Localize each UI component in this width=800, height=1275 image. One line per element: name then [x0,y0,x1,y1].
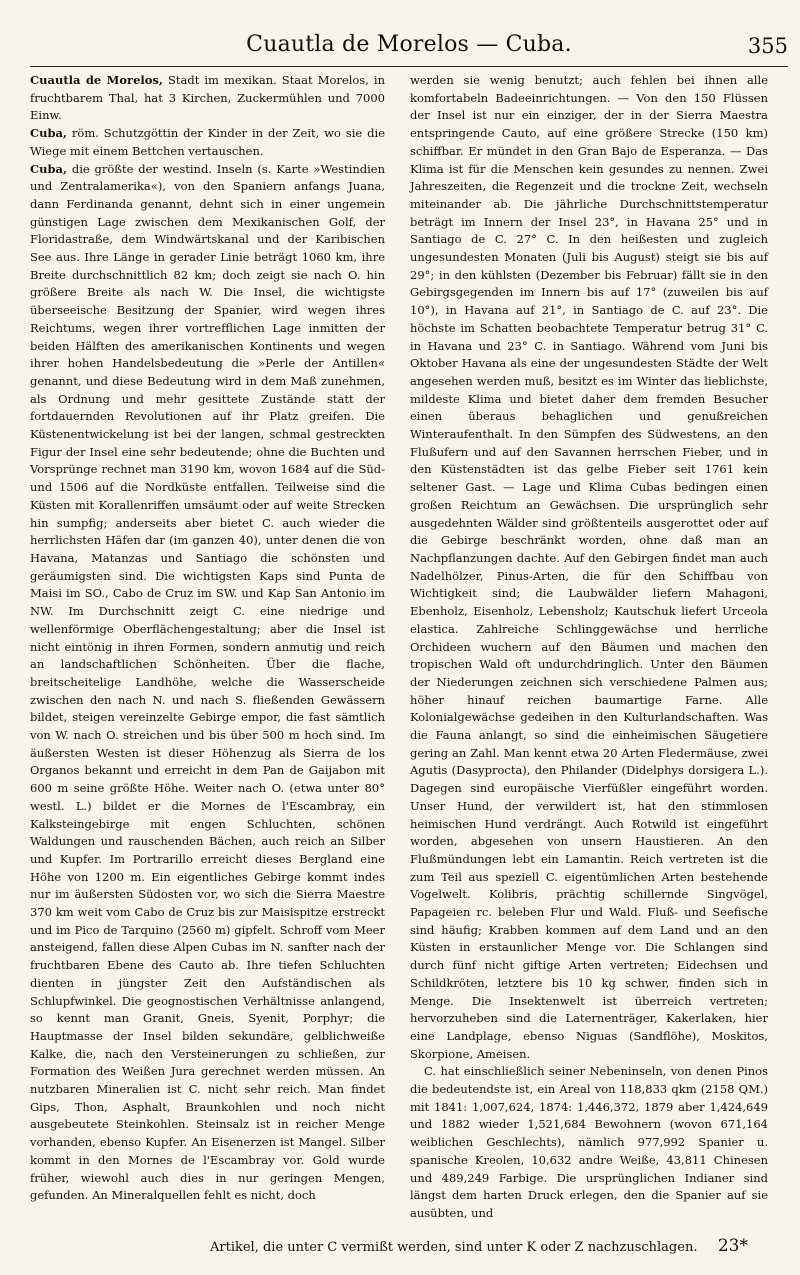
footer-note: Artikel, die unter C vermißt werden, sind unter K oder Z nachzuschlagen. [210,1240,698,1255]
entry-text: Stadt im mexikan. Staat Morelos, in fruchtbarem Thal, hat 3 Kirchen, Zuckermühlen und 7000 Einw. [30,73,385,123]
left-column [30,72,385,1205]
entry-headword: Cuba, [30,161,68,176]
dictionary-entry [30,72,385,125]
running-title: Cuautla de Morelos — Cuba. [246,32,572,57]
paragraph: werden sie wenig benutzt; auch fehlen bei ihnen alle komfortabeln Badeeinrichtungen. — Von den 150 Flüssen der Insel ist nur ein einziger, der in der Sierra Maestra entspringende Cauto, auf eine größere Strecke (150 km) schiffbar. Er mündet in den Gran Bajo de Esperanza. — Das Klima ist für die Menschen kein gesundes zu nennen. Zwei Jahreszeiten, die Regenzeit und die trockne Zeit, wechseln miteinander ab. Die jährliche Durchschnittstemperatur beträgt im Innern der Insel 23°, in Havana 25° und in Santiago de C. 27° C. In den heißesten und zugleich ungesundesten Monaten (Juli bis August) steigt sie bis auf 29°; in den kühlsten (Dezember bis Februar) fällt sie in den Gebirgsgegenden im Innern bis auf 17° (zuweilen bis auf 10°), in Havana auf 21°, in Santiago de C. auf 23°. Die höchste im Schatten beobachtete Temperatur betrug 31° C. in Havana und 23° C. in Santiago. Während vom Juni bis Oktober Havana als eine der ungesundesten Städte der Welt angesehen werden muß, besitzt es im Winter das lieblichste, mildeste Klima und bietet daher dem fremden Besucher einen überaus behaglichen und genußreichen Winteraufenthalt. In den Sümpfen des Südwestens, an den Flußufern und auf den Savannen herrschen Fieber, und in den Küstenstädten ist das gelbe Fieber seit 1761 kein seltener Gast. — Lage und Klima Cubas bedingen einen großen Reichtum an Gewächsen. Die ursprünglich sehr ausgedehnten Wälder sind größtenteils ausgerottet oder auf die Gebirge beschränkt worden, ohne daß man an Nachpflanzungen dachte. Auf den Gebirgen findet man auch Nadelhölzer, Pinus-Arten, die für den Schiffbau von Wichtigkeit sind; die Laubwälder liefern Mahagoni, Ebenholz, Eisenholz, Lebensholz; Kautschuk liefert Urceola elastica. Zahlreiche Schlinggewächse und herrliche Orchideen wuchern auf den Bäumen und machen den tropischen Wald oft undurchdringlich. Unter den Bäumen der Niederungen zeichnen sich verschiedene Palmen aus; höher hinauf reichen baumartige Farne. Alle Kolonialgewächse gedeihen in den Kulturlandschaften. Was die Fauna anlangt, so sind die einheimischen Säugetiere gering an Zahl. Man kennt etwa 20 Arten Fledermäuse, zwei Agutis (Dasyprocta), den Philander (Didelphys dorsigera L.). Dagegen sind europäische Vierfüßler eingeführt worden. Unser Hund, der verwildert ist, hat den stimmlosen heimischen Hund verdrängt. Auch Rotwild ist eingeführt worden, abgesehen von unsern Haustieren. An den Flußmündungen lebt ein Lamantin. Reich vertreten ist die zum Teil aus speziell C. eigentümlichen Arten bestehende Vogelwelt. Kolibris, prächtig schillernde Singvögel, Papageien rc. beleben Flur und Wald. Fluß- und Seefische sind häufig; Krabben kommen auf dem Land und an den Küsten in erstaunlicher Menge vor. Die Schlangen sind durch fünf nicht giftige Arten vertreten; Eidechsen und Schildkröten, letztere bis 10 kg schwer, finden sich in Menge. Die Insektenwelt ist überreich vertreten; hervorzuheben sind die Laternenträger, Kakerlaken, hier eine Landplage, ebenso Niguas (Sandflöhe), Moskitos, Skorpione, Ameisen. [410,73,768,1061]
dictionary-entry [30,125,385,160]
entry-headword: Cuba, [30,126,68,141]
page-number: 355 [747,34,788,58]
dictionary-entry [30,161,385,1205]
paragraph: C. hat einschließlich seiner Nebeninseln, von denen Pinos die bedeutendste ist, ein Areal von 118,833 qkm (2158 QM.) mit 1841: 1,007,624, 1874: 1,446,372, 1879 aber 1,424,649 und 1882 wieder 1,521,684 Bewohnern (wovon 671,164 weiblichen Geschlechts), nämlich 977,992 Spanier u. spanische Kreolen, 10,632 andre Weiße, 43,811 Chinesen und 489,249 Farbige. Die ursprünglichen Indianer sind längst dem harten Druck erlegen, den die Spanier auf sie ausübten, und [410,1064,768,1220]
right-column [410,72,768,1223]
entry-text: die größte der westind. Inseln (s. Karte »Westindien und Zentralamerika«), von den Spaniern anfangs Juana, dann Ferdinanda genannt, dehnt sich in einer ungemein günstigen Lage zwischen dem Mexikanischen Golf, der Floridastraße, dem Windwärtskanal und der Karibischen See aus. Ihre Länge in gerader Linie beträgt 1060 km, ihre Breite durchschnittlich 82 km; doch zeigt sie nach O. hin größere Breite als nach W. Die Insel, die wichtigste überseeische Besitzung der Spanier, wird wegen ihres Reichtums, wegen ihrer vortrefflichen Lage inmitten der beiden Hälften des amerikanischen Kontinents und wegen ihrer hohen Handelsbedeutung die »Perle der Antillen« genannt, und diese Bedeutung wird in dem Maß zunehmen, als Ordnung und mehr gesittete Zustände statt der fortdauernden Revolutionen auf ihr Platz greifen. Die Küstenentwickelung ist bei der langen, schmal gestreckten Figur der Insel eine sehr bedeutende; ohne die Buchten und Vorsprünge rechnet man 3190 km, wovon 1684 auf die Süd- und 1506 auf die Nordküste entfallen. Teilweise sind die Küsten mit Korallenriffen umsäumt oder auf weite Strecken hin sumpfig; anderseits aber bietet C. auch wieder die herrlichsten Häfen dar (im ganzen 40), unter denen die von Havana, Matanzas und Santiago die schönsten und geräumigsten sind. Die wichtigsten Kaps sind Punta de Maisi im SO., Cabo de Cruz im SW. und Kap San Antonio im NW. Im Durchschnitt zeigt C. eine niedrige und wellenförmige Oberflächengestaltung; aber die Insel ist nicht eintönig in ihren Formen, sondern anmutig und reich an landschaftlichen Schönheiten. Über die flache, breitscheitelige Landhöhe, welche die Wasserscheide zwischen den nach N. und nach S. fließenden Gewässern bildet, steigen vereinzelte Gebirge empor, die fast sämtlich von W. nach O. streichen und bis über 500 m hoch sind. Im äußersten Westen ist dieser Höhenzug als Sierra de los Organos bekannt und erreicht in dem Pan de Gaijabon mit 600 m seine größte Höhe. Weiter nach O. (etwa unter 80° westl. L.) bildet er die Mornes de l'Escambray, ein Kalksteingebirge mit engen Schluchten, schönen Waldungen und rauschenden Bächen, auch reich an Silber und Kupfer. Im Portrarillo erreicht dieses Bergland eine Höhe von 1200 m. Ein eigentliches Gebirge kommt indes nur im äußersten Südosten vor, wo sich die Sierra Maestre 370 km weit vom Cabo de Cruz bis zur Maisispitze erstreckt und im Pico de Tarquino (2560 m) gipfelt. Schroff vom Meer ansteigend, fallen diese Alpen Cubas im N. sanfter nach der fruchtbaren Ebene des Cauto ab. Ihre tiefen Schluchten dienten in jüngster Zeit den Aufständischen als Schlupfwinkel. Die geognostischen Verhältnisse anlangend, so kennt man Granit, Gneis, Syenit, Porphyr; die Hauptmasse der Insel bilden sekundäre, gelblichweiße Kalke, die, nach den Versteinerungen zu schließen, zur Formation des Weißen Jura gerechnet werden müssen. An nutzbaren Mineralien ist C. nicht sehr reich. Man findet Gips, Thon, Asphalt, Braunkohlen und noch nicht ausgebeutete Steinkohlen. Steinsalz ist in reicher Menge vorhanden, ebenso Kupfer. An Eisenerzen ist Mangel. Silber kommt in den Mornes de l'Escambray vor. Gold wurde früher, wiewohl auch dies in nur geringen Mengen, gefunden. An Mineralquellen fehlt es nicht, doch [30,161,385,1203]
signature-mark: 23* [717,1236,748,1256]
entry-headword: Cuautla de Morelos, [30,73,163,87]
page-header [30,26,788,67]
entry-text: röm. Schutzgöttin der Kinder in der Zeit, wo sie die Wiege mit einem Bettchen vertauschen. [30,126,385,158]
